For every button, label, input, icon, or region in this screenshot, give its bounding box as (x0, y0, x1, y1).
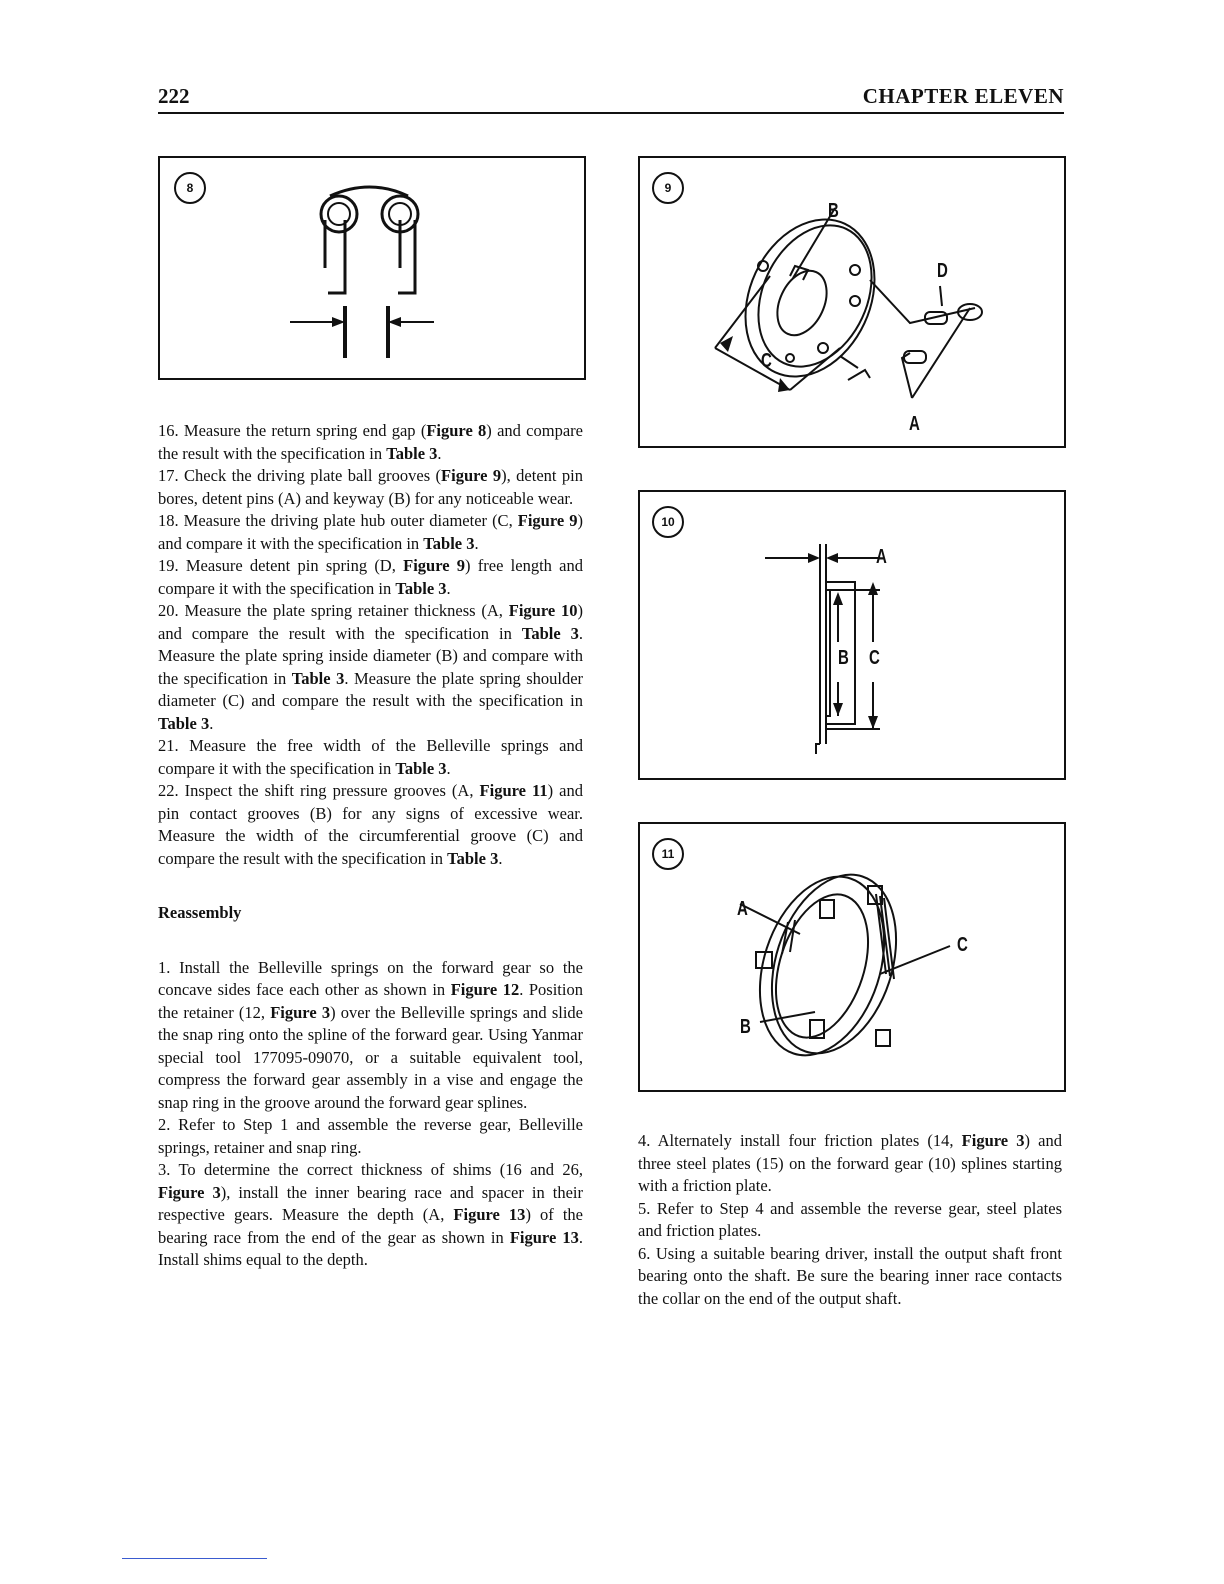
figure-9 (638, 156, 1066, 448)
step-16: 16. Measure the return spring end gap (Figure 8) and compare the result with the specification in Table 3. (158, 421, 583, 463)
step-19: 19. Measure detent pin spring (D, Figure 9) free length and compare it with the specification in Table 3. (158, 556, 583, 598)
figure-8-number: 8 (174, 172, 206, 204)
figure-8 (158, 156, 586, 380)
step-22: 22. Inspect the shift ring pressure grooves (A, Figure 11) and pin contact grooves (B) for any signs of excessive wear. Measure the width of the circumferential groove (C) and compare the result with the specification in Table 3. (158, 781, 583, 868)
return-spring-diagram (160, 158, 584, 378)
figure-10 (638, 490, 1066, 780)
reassembly-step-4: 4. Alternately install four friction plates (14, Figure 3) and three steel plates (15) on the forward gear (10) splines starting with a friction plate. (638, 1131, 1062, 1195)
left-column (158, 420, 583, 1272)
page-header (158, 84, 1064, 114)
reassembly-step-6: 6. Using a suitable bearing driver, install the output shaft front bearing onto the shaft. Be sure the bearing inner race contacts the collar on the end of the output shaft. (638, 1243, 1062, 1308)
reassembly-step-3: 3. To determine the correct thickness of shims (16 and 26, Figure 3), install the inner bearing race and spacer in their respective gears. Measure the depth (A, Figure 13) of the bearing race from the end of the gear as shown in Figure 13. Install shims equal to the depth. (158, 1160, 583, 1269)
reassembly-step-1: 1. Install the Belleville springs on the forward gear so the concave sides face each other as shown in Figure 12. Position the retainer (12, Figure 3) over the Belleville springs and slide the snap ring onto the spline of the forward gear. Using Yanmar special tool 177095-09070, or a suitable equivalent tool, compress the forward gear assembly in a vise and engage the snap ring in the groove around the forward gear splines. (158, 957, 583, 1112)
figure-11-label-b: B (740, 1016, 751, 1038)
figure-11-number: 11 (652, 838, 684, 870)
figure-9-number: 9 (652, 172, 684, 204)
footer-rule (122, 1558, 267, 1559)
chapter-title: CHAPTER ELEVEN (862, 84, 1064, 108)
shift-ring-diagram (640, 824, 1064, 1090)
reassembly-step-2: 2. Refer to Step 1 and assemble the reverse gear, Belleville springs, retainer and snap ring. (158, 1115, 583, 1157)
figure-11-label-c: C (957, 934, 968, 956)
step-18: 18. Measure the driving plate hub outer diameter (C, Figure 9) and compare it with the specification in Table 3. (158, 511, 583, 553)
figure-10-label-a: A (876, 546, 887, 568)
figure-11-label-a: A (737, 898, 748, 920)
reassembly-step-5: 5. Refer to Step 4 and assemble the reverse gear, steel plates and friction plates. (638, 1198, 1062, 1240)
figure-10-number: 10 (652, 506, 684, 538)
plate-spring-retainer-diagram (640, 492, 1064, 778)
figure-10-label-c: C (869, 647, 880, 669)
step-21: 21. Measure the free width of the Belleville springs and compare it with the specification in Table 3. (158, 736, 583, 778)
figure-9-label-b: B (828, 200, 839, 222)
page-number: 222 (158, 84, 190, 108)
step-17: 17. Check the driving plate ball grooves (Figure 9), detent pin bores, detent pins (A) and keyway (B) for any noticeable wear. (158, 466, 583, 508)
figure-9-label-d: D (937, 260, 948, 282)
figure-9-label-a: A (909, 413, 920, 435)
figure-9-label-c: C (761, 350, 772, 372)
figure-11 (638, 822, 1066, 1092)
driving-plate-diagram (640, 158, 1064, 446)
step-20: 20. Measure the plate spring retainer thickness (A, Figure 10) and compare the result with the specification in Table 3. Measure the plate spring inside diameter (B) and compare with the specification in Table 3. Measure the plate spring shoulder diameter (C) and compare the result with the specification in Table 3. (158, 601, 584, 733)
figure-10-label-b: B (838, 647, 849, 669)
section-heading-reassembly: Reassembly (158, 903, 242, 922)
right-column (638, 1130, 1062, 1310)
